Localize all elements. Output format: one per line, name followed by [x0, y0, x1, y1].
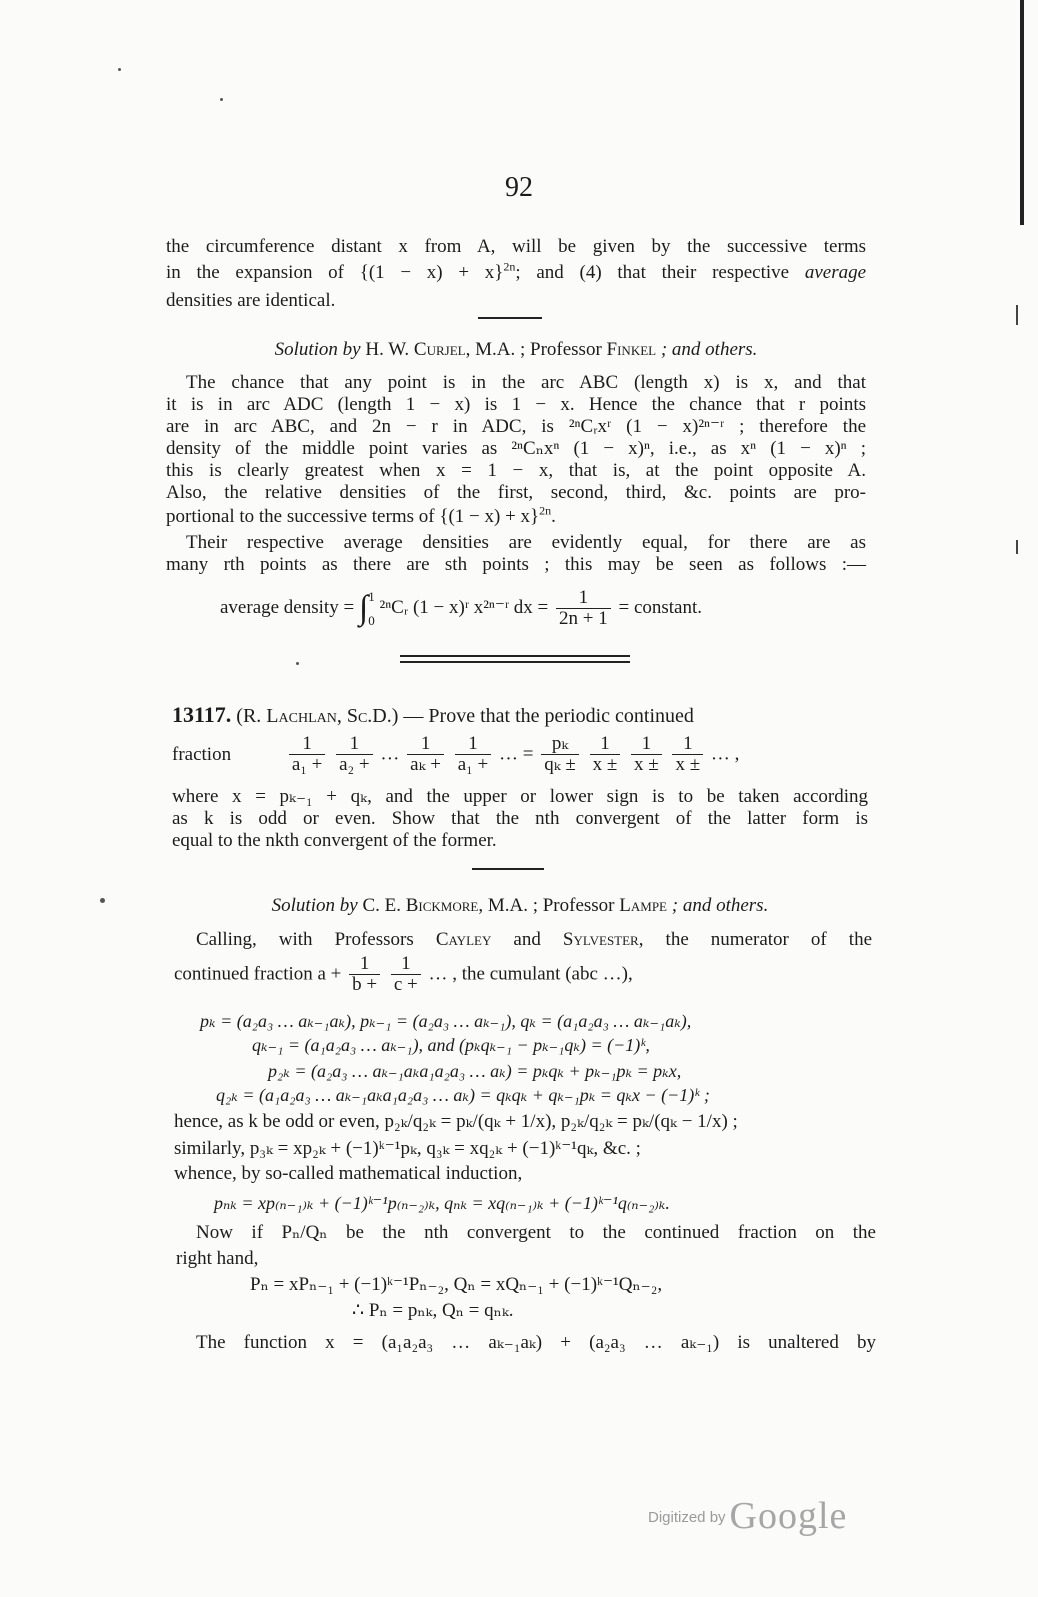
solution-1-heading: Solution by H. W. Curjel, M.A. ; Professor Finkel ; and others.	[274, 339, 758, 360]
problem-author: (R. Lachlan, Sc.D.)	[236, 705, 399, 727]
induction-equation: pₙₖ = xp₍ₙ₋₁₎ₖ + (−1)ᵏ⁻¹p₍ₙ₋₂₎ₖ, qₙₖ = xq₍ₙ₋₁₎ₖ + (−1)ᵏ⁻¹q₍ₙ₋₂₎ₖ.	[214, 1193, 670, 1213]
convergent-recurrence: Pₙ = xPₙ₋₁ + (−1)ᵏ⁻¹Pₙ₋₂, Qₙ = xQₙ₋₁ + (−1)ᵏ⁻¹Qₙ₋₂,	[250, 1274, 663, 1295]
solution-2-hence: hence, as k be odd or even, p₂ₖ/q₂ₖ = pₖ/(qₖ + 1/x), p₂ₖ/q₂ₖ = pₖ/(qₖ − 1/x) ;	[174, 1111, 738, 1132]
google-logo: Google	[729, 1495, 848, 1537]
problem-line-3: equal to the nkth convergent of the former.	[172, 830, 497, 851]
digitized-watermark: Digitized by Google	[648, 1495, 848, 1537]
solution-1-line-1: The chance that any point is in the arc ABC (length x) is x, and that	[186, 372, 866, 393]
solution-1-line-5: this is clearly greatest when x = 1 − x, that is, at the point opposite A.	[166, 460, 866, 481]
section-rule	[478, 317, 542, 319]
solution-2-last-line: The function x = (a₁a₂a₃ … aₖ₋₁aₖ) + (a₂a₃ … aₖ₋₁) is unaltered by	[196, 1332, 876, 1353]
problem-line-1: where x = pₖ₋₁ + qₖ, and the upper or lower sign is to be taken according	[172, 786, 868, 807]
problem-line-2: as k is odd or even. Show that the nth convergent of the latter form is	[172, 808, 868, 829]
edge-mark	[1016, 540, 1018, 554]
double-rule-top	[400, 655, 630, 657]
intro-line-3: densities are identical.	[166, 290, 336, 311]
problem-number: 13117.	[172, 702, 232, 727]
solution-2-whence: whence, by so-called mathematical induction,	[174, 1163, 523, 1184]
cumulant-equation-4: q₂ₖ = (a₁a₂a₃ … aₖ₋₁aₖa₁a₂a₃ … aₖ) = qₖqₖ + qₖ₋₁pₖ = qₖx − (−1)ᵏ ;	[216, 1085, 710, 1105]
solution-2-line-1: Calling, with Professors Cayley and Sylvester, the numerator of the	[196, 929, 873, 950]
solution-1-line-8: Their respective average densities are evidently equal, for there are as	[186, 532, 866, 553]
solution-2-line-2: continued fraction a + $\frac{1}{b +}$ $\frac{1}{c +}$ … , the cumulant (abc …),	[174, 953, 633, 995]
double-rule-bottom	[400, 661, 630, 663]
page-number: 92	[505, 172, 533, 203]
cumulant-equation-3: p₂ₖ = (a₂a₃ … aₖ₋₁aₖa₁a₂a₃ … aₖ) = pₖqₖ + pₖ₋₁pₖ = pₖx,	[268, 1061, 682, 1081]
solution-1-line-4: density of the middle point varies as ²ⁿCₙxⁿ (1 − x)ⁿ, i.e., as xⁿ (1 − x)ⁿ ;	[166, 438, 866, 459]
cumulant-equation-2: qₖ₋₁ = (a₁a₂a₃ … aₖ₋₁), and (pₖqₖ₋₁ − pₖ₋₁qₖ) = (−1)ᵏ,	[252, 1035, 650, 1055]
continued-fraction-equation: fraction $\frac{1}{\text{a₁ +}}$ $\frac{1}{\text{a₂ +}}$ … $\frac{1}{\text{aₖ +}}$ $\frac{1}{\text{a₁ +}}$ … = $\frac{\text{pₖ}}{\text{qₖ ±}}$ $\frac{1}{x \pm}$ $\frac{1}{x \pm}$ $\frac{1}{x \pm}$ … ,	[172, 733, 740, 775]
solution-1-line-9: many rth points as there are sth points ; this may be seen as follows :—	[166, 554, 866, 575]
solution-1-line-6: Also, the relative densities of the first, second, third, &c. points are pro-	[166, 482, 866, 503]
scan-speck	[296, 662, 299, 665]
solution-1-line-7: portional to the successive terms of $\{(1 - x) + x\}^{2n}$.	[166, 503, 556, 527]
solution-2-heading: Solution by C. E. Bickmore, M.A. ; Professor Lampe ; and others.	[271, 895, 769, 916]
section-rule	[472, 868, 544, 870]
intro-line-1: the circumference distant x from A, will be given by the successive terms	[166, 236, 866, 257]
average-density-equation: average density = ∫ 1 0 ²ⁿCᵣ (1 − x)ʳ x²ⁿ⁻ʳ dx = $\frac{1}{2n + 1}$ = constant.	[220, 587, 703, 629]
solution-2-similarly: similarly, p₃ₖ = xp₂ₖ + (−1)ᵏ⁻¹pₖ, q₃ₖ = xq₂ₖ + (−1)ᵏ⁻¹qₖ, &c. ;	[174, 1138, 641, 1159]
scan-speck	[118, 68, 121, 71]
scan-speck	[100, 898, 105, 903]
solution-2-now-line-1: Now if Pₙ/Qₙ be the nth convergent to the continued fraction on the	[196, 1222, 876, 1243]
solution-1-line-2: it is in arc ADC (length 1 − x) is 1 − x. Hence the chance that r points	[166, 394, 866, 415]
solution-1-line-3: are in arc ABC, and 2n − r in ADC, is ²ⁿCᵣxʳ (1 − x)²ⁿ⁻ʳ ; therefore the	[166, 416, 866, 437]
problem-heading: 13117. (R. Lachlan, Sc.D.) — Prove that the periodic continued	[172, 702, 694, 727]
integral-sign: ∫	[358, 589, 369, 627]
result-fraction: $\frac{1}{2n + 1}$	[556, 588, 611, 629]
intro-line-2: in the expansion of $\{(1 - x) + x\}^{2n}$; and (4) that their respective average	[166, 259, 867, 283]
expansion-expression: $\{(1 - x) + x\}^{2n}$	[359, 259, 516, 283]
convergent-conclusion: ∴ Pₙ = pₙₖ, Qₙ = qₙₖ.	[352, 1300, 514, 1321]
edge-mark	[1016, 305, 1018, 325]
solution-2-now-line-2: right hand,	[176, 1248, 259, 1269]
scan-speck	[220, 98, 223, 101]
cumulant-equation-1: pₖ = (a₂a₃ … aₖ₋₁aₖ), pₖ₋₁ = (a₂a₃ … aₖ₋₁), qₖ = (a₁a₂a₃ … aₖ₋₁aₖ),	[200, 1011, 692, 1031]
